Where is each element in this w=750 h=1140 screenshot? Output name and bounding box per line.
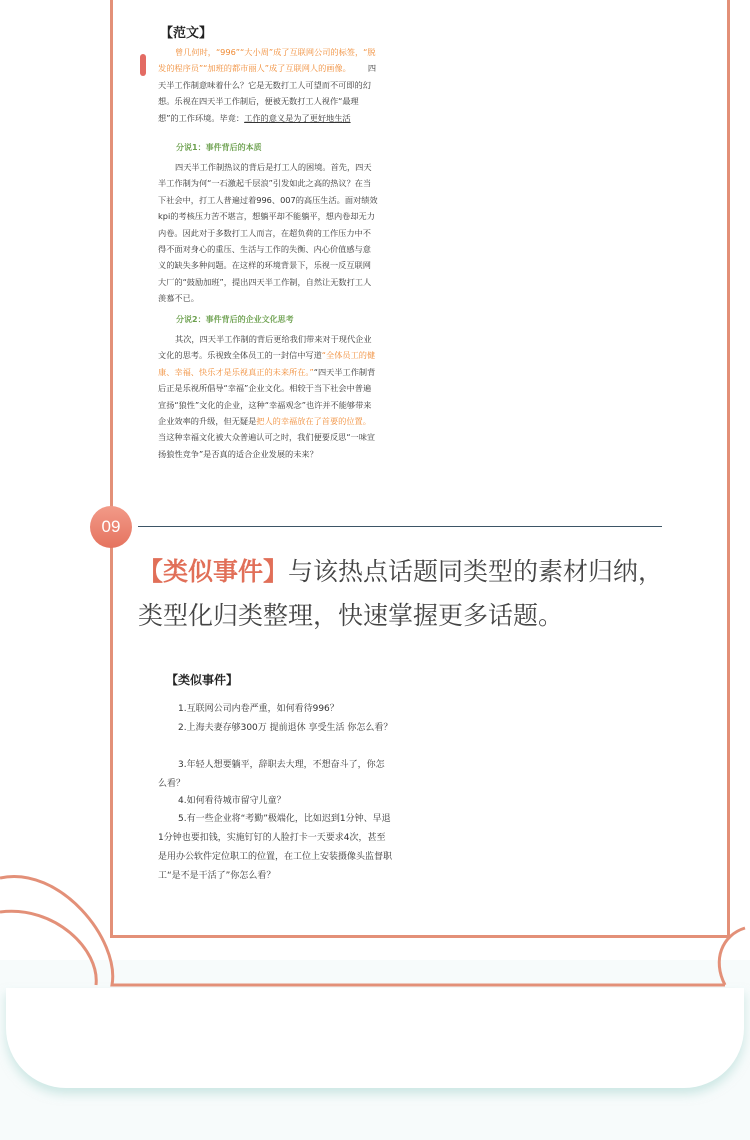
essay-p3-a: 其次，四天半工作制的背后更给我们带来对于现代企业文化的思考。乐视致全体员工的一封信中写道	[158, 334, 372, 361]
similar-item: 1.互联网公司内卷严重，如何看待996？	[178, 704, 339, 714]
essay-intro-paragraph	[158, 44, 378, 126]
similar-item: 5.有一些企业将“考勤”极端化，比如迟到1分钟、早退1分钟也要扣钱，实施钉钉的人脸打卡一天要求4次，甚至是用办公软件定位职工的位置，在工位上安装摄像头监督职工“是不是干活了”你怎么看？	[158, 814, 393, 881]
section-divider	[138, 526, 662, 527]
quote-marker	[140, 54, 146, 76]
essay-paragraph-3	[158, 331, 378, 462]
essay-paragraph-2	[158, 159, 378, 307]
similar-item: 2.上海夫妻存够300万 提前退休 享受生活 你怎么看？	[178, 723, 393, 733]
essay-intro-text: 四天半工作制意味着什么？它是无数打工人可望而不可即的幻想。乐视在四天半工作制后，便被无数打工人视作“最理想”的工作环境。毕竟：	[158, 63, 377, 123]
model-essay-title: 【范文】	[160, 26, 213, 41]
essay-intro-underline: 工作的意义是为了更好地生活	[244, 112, 351, 123]
essay-intro-highlight: 曾几何时，“996”“大小周”成了互联网公司的标签，“脱发的程序员”“加班的都市丽人”成了互联网人的画像。	[158, 47, 376, 74]
essay-p3-quote: “全体员工的健康、幸福、快乐才是乐视真正的未来所在。”	[158, 350, 376, 377]
section-number-badge: 09	[90, 506, 132, 548]
section-headline-desc-2: 类型化归类整理，快速掌握更多话题。	[138, 601, 564, 630]
essay-p3-e: 当这种幸福文化被大众普遍认可之时，我们便要反思“一味宣扬狼性竞争”是否真的适合企业发展的未来？	[158, 432, 376, 459]
section-headline-desc-1: 与该热点话题同类型的素材归纳，	[288, 557, 664, 586]
essay-subheading-2: 分说2：事件背后的企业文化思考	[176, 315, 294, 324]
section-headline-title: 【类似事件】	[138, 557, 289, 586]
similar-item: 3.年轻人想要躺平，辞职去大理，不想奋斗了，你怎么看？	[158, 760, 385, 789]
section-headline	[138, 550, 698, 638]
essay-subheading-1: 分说1：事件背后的本质	[176, 143, 262, 152]
similar-events-title: 【类似事件】	[166, 673, 239, 687]
essay-paragraph-2-text: 四天半工作制热议的背后是打工人的困境。首先，四天半工作制为何“一石激起千层浪”引发如此之高的热议？在当下社会中，打工人普遍过着996、007的高压生活。面对绩效kpi的考核压力苦不堪言，想躺平却不能躺平，想内卷却无力内卷。因此对于多数打工人而言，在超负荷的工作压力中不得不面对身心的重压、生活与工作的失衡、内心价值感与意义的缺失多种问题。在这样的环境背景下，乐视一反互联网大厂的“鼓励加班”，提出四天半工作制，自然让无数打工人羡慕不已。	[158, 162, 378, 304]
essay-p3-highlight: 把人的幸福放在了首要的位置。	[256, 416, 371, 427]
similar-item: 4.如何看待城市留守儿童？	[178, 796, 286, 806]
essay-p3-c: “四天半工作制背后正是乐视所倡导“幸福”企业文化。相较于当下社会中普遍宣扬“狼性”文化的企业，这种“幸福观念”也许并不能够带来企业效率的升级，但无疑是	[158, 366, 376, 427]
